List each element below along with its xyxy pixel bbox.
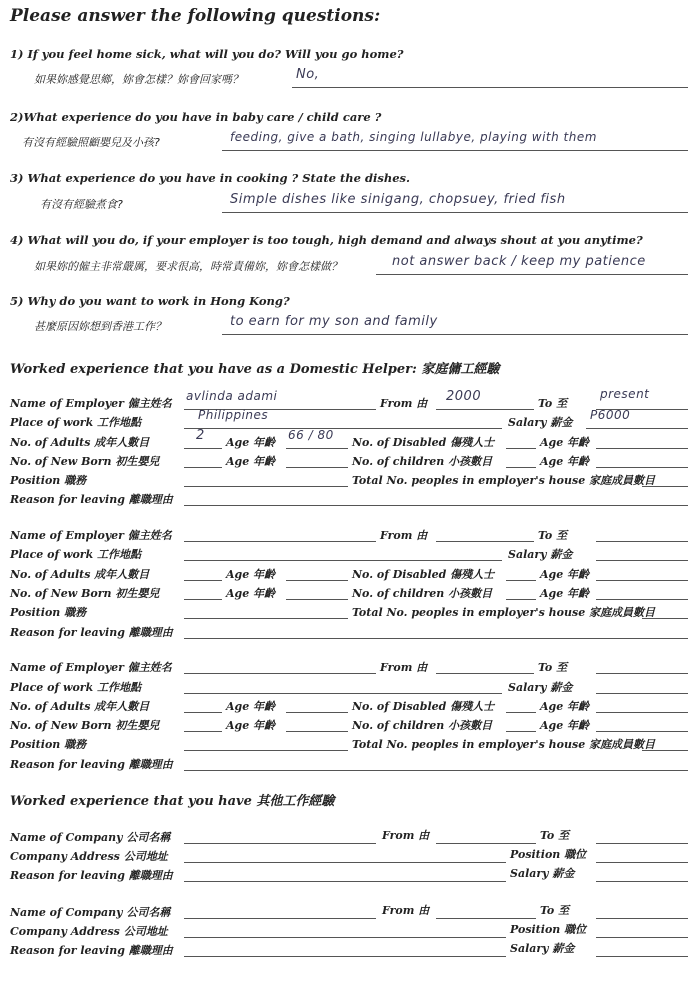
question-5-zh: 甚麼原因妳想到香港工作？ — [34, 320, 166, 333]
salary-value[interactable]: P6000 — [590, 408, 631, 422]
disabled-label: No. of Disabled 傷殘人士 — [352, 700, 495, 713]
from-label: From 由 — [382, 904, 430, 917]
salary-label: Salary 薪金 — [508, 548, 573, 561]
form-title: Please answer the following questions: — [10, 6, 381, 26]
to-label: To 至 — [538, 529, 568, 542]
to-label: To 至 — [538, 661, 568, 674]
place-label: Place of work 工作地點 — [10, 548, 142, 561]
age-label: Age 年齡 — [540, 719, 590, 732]
answer-5[interactable]: to earn for my son and family — [230, 314, 438, 329]
place-label: Place of work 工作地點 — [10, 416, 142, 429]
question-5: 5) Why do you want to work in Hong Kong? — [10, 294, 290, 308]
from-label: From 由 — [380, 397, 428, 410]
question-3-zh: 有沒有經驗煮食? — [40, 198, 123, 211]
total-label: Total No. peoples in employer's house 家庭成員數目 — [352, 738, 656, 751]
answer-3[interactable]: Simple dishes like sinigang, chopsuey, fried fish — [230, 192, 566, 207]
age-label: Age 年齡 — [226, 436, 276, 449]
adults-label: No. of Adults 成年人數目 — [10, 700, 150, 713]
position-label: Position 職務 — [10, 474, 87, 487]
salary-label: Salary 薪金 — [508, 416, 573, 429]
reason-label: Reason for leaving 離職理由 — [10, 626, 173, 639]
disabled-label: No. of Disabled 傷殘人士 — [352, 568, 495, 581]
other-section-title: Worked experience that you have 其他工作經驗 — [10, 794, 335, 809]
question-4: 4) What will you do, if your employer is too tough, high demand and always shout at you anytime? — [10, 233, 643, 247]
newborn-label: No. of New Born 初生嬰兒 — [10, 587, 160, 600]
adults-label: No. of Adults 成年人數目 — [10, 436, 150, 449]
reason-label: Reason for leaving 離職理由 — [10, 869, 173, 882]
reason-label: Reason for leaving 離職理由 — [10, 944, 173, 957]
children-label: No. of children 小孩數目 — [352, 719, 493, 732]
reason-label: Reason for leaving 離職理由 — [10, 493, 173, 506]
question-1: 1) If you feel home sick, what will you do? Will you go home? — [10, 47, 404, 61]
employer-label: Name of Employer 僱主姓名 — [10, 661, 172, 674]
total-label: Total No. peoples in employer's house 家庭成員數目 — [352, 474, 656, 487]
newborn-label: No. of New Born 初生嬰兒 — [10, 455, 160, 468]
employer-label: Name of Employer 僱主姓名 — [10, 529, 172, 542]
address-label: Company Address 公司地址 — [10, 925, 168, 938]
from-label: From 由 — [380, 529, 428, 542]
answer-4[interactable]: not answer back / keep my patience — [392, 254, 646, 269]
answer-2[interactable]: feeding, give a bath, singing lullabye, playing with them — [230, 130, 597, 144]
reason-label: Reason for leaving 離職理由 — [10, 758, 173, 771]
question-2-zh: 有沒有經驗照顧嬰兒及小孩? — [22, 136, 160, 149]
from-value[interactable]: 2000 — [446, 389, 482, 404]
salary-label: Salary 薪金 — [510, 942, 575, 955]
salary-label: Salary 薪金 — [510, 867, 575, 880]
place-value[interactable]: Philippines — [198, 408, 269, 422]
children-label: No. of children 小孩數目 — [352, 587, 493, 600]
age-label: Age 年齡 — [226, 568, 276, 581]
from-label: From 由 — [380, 661, 428, 674]
question-2: 2)What experience do you have in baby care / child care ? — [10, 110, 382, 124]
age-value[interactable]: 66 / 80 — [288, 428, 334, 442]
total-label: Total No. peoples in employer's house 家庭成員數目 — [352, 606, 656, 619]
newborn-label: No. of New Born 初生嬰兒 — [10, 719, 160, 732]
adults-value[interactable]: 2 — [196, 428, 205, 443]
age-label: Age 年齡 — [226, 700, 276, 713]
children-label: No. of children 小孩數目 — [352, 455, 493, 468]
answer-1[interactable]: No, — [296, 67, 320, 82]
dh-section-title: Worked experience that you have as a Domestic Helper: 家庭傭工經驗 — [10, 362, 500, 377]
to-label: To 至 — [540, 904, 570, 917]
question-3: 3) What experience do you have in cooking ? State the dishes. — [10, 171, 410, 185]
adults-label: No. of Adults 成年人數目 — [10, 568, 150, 581]
disabled-label: No. of Disabled 傷殘人士 — [352, 436, 495, 449]
question-1-zh: 如果妳感覺思鄉，妳會怎樣？妳會回家嗎？ — [34, 73, 243, 86]
company-label: Name of Company 公司名稱 — [10, 906, 171, 919]
employer-value[interactable]: avlinda adami — [186, 389, 278, 403]
question-4-zh: 如果妳的僱主非常嚴厲，要求很高，時常責備妳，妳會怎樣做？ — [34, 260, 342, 273]
address-label: Company Address 公司地址 — [10, 850, 168, 863]
age-label: Age 年齡 — [540, 455, 590, 468]
age-label: Age 年齡 — [540, 587, 590, 600]
place-label: Place of work 工作地點 — [10, 681, 142, 694]
position-label: Position 職位 — [510, 923, 587, 936]
from-label: From 由 — [382, 829, 430, 842]
age-label: Age 年齡 — [226, 587, 276, 600]
salary-label: Salary 薪金 — [508, 681, 573, 694]
position-label: Position 職務 — [10, 606, 87, 619]
age-label: Age 年齡 — [226, 455, 276, 468]
to-value[interactable]: present — [600, 387, 650, 401]
age-label: Age 年齡 — [540, 700, 590, 713]
company-label: Name of Company 公司名稱 — [10, 831, 171, 844]
to-label: To 至 — [540, 829, 570, 842]
to-label: To 至 — [538, 397, 568, 410]
position-label: Position 職位 — [510, 848, 587, 861]
employer-label: Name of Employer 僱主姓名 — [10, 397, 172, 410]
age-label: Age 年齡 — [226, 719, 276, 732]
age-label: Age 年齡 — [540, 436, 590, 449]
position-label: Position 職務 — [10, 738, 87, 751]
age-label: Age 年齡 — [540, 568, 590, 581]
